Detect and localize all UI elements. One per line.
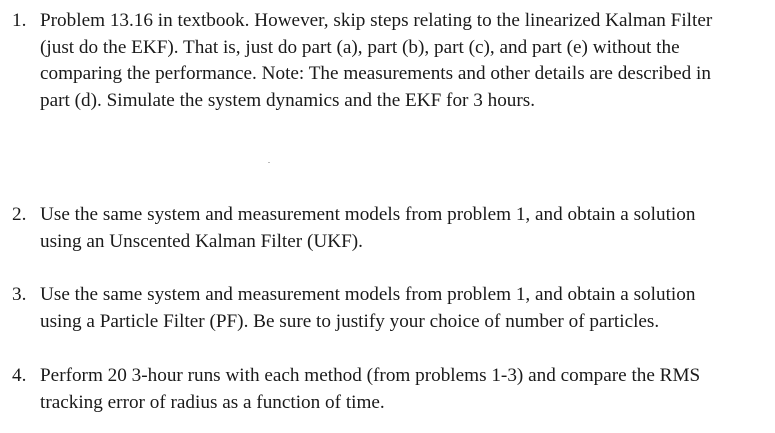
problem-text — [40, 282, 752, 335]
problem-text — [40, 202, 752, 255]
problem-number: 3. — [12, 284, 27, 305]
problem-line: part (d). Simulate the system dynamics and the EKF for 3 hours. — [40, 89, 536, 111]
problem-number: 1. — [12, 10, 27, 31]
problem-line: using an Unscented Kalman Filter (UKF). — [40, 230, 363, 252]
stray-mark — [268, 162, 270, 163]
problem-line: comparing the performance. Note: The measurements and other details are described in — [40, 63, 711, 84]
problem-text — [40, 8, 752, 114]
problem-line: tracking error of radius as a function of time. — [40, 391, 385, 413]
problem-line: using a Particle Filter (PF). Be sure to justify your choice of number of particles. — [40, 310, 660, 332]
problem-number: 4. — [12, 365, 27, 386]
problem-line: Problem 13.16 in textbook. However, skip steps relating to the linearized Kalman Filter — [40, 10, 713, 31]
problem-line: Use the same system and measurement models from problem 1, and obtain a solution — [40, 284, 696, 305]
problem-line: Perform 20 3-hour runs with each method (from problems 1-3) and compare the RMS — [40, 365, 701, 386]
problem-number: 2. — [12, 204, 27, 225]
problem-text — [40, 363, 752, 416]
problem-line: Use the same system and measurement models from problem 1, and obtain a solution — [40, 204, 696, 225]
problem-line: (just do the EKF). That is, just do part (a), part (b), part (c), and part (e) without the — [40, 36, 680, 58]
